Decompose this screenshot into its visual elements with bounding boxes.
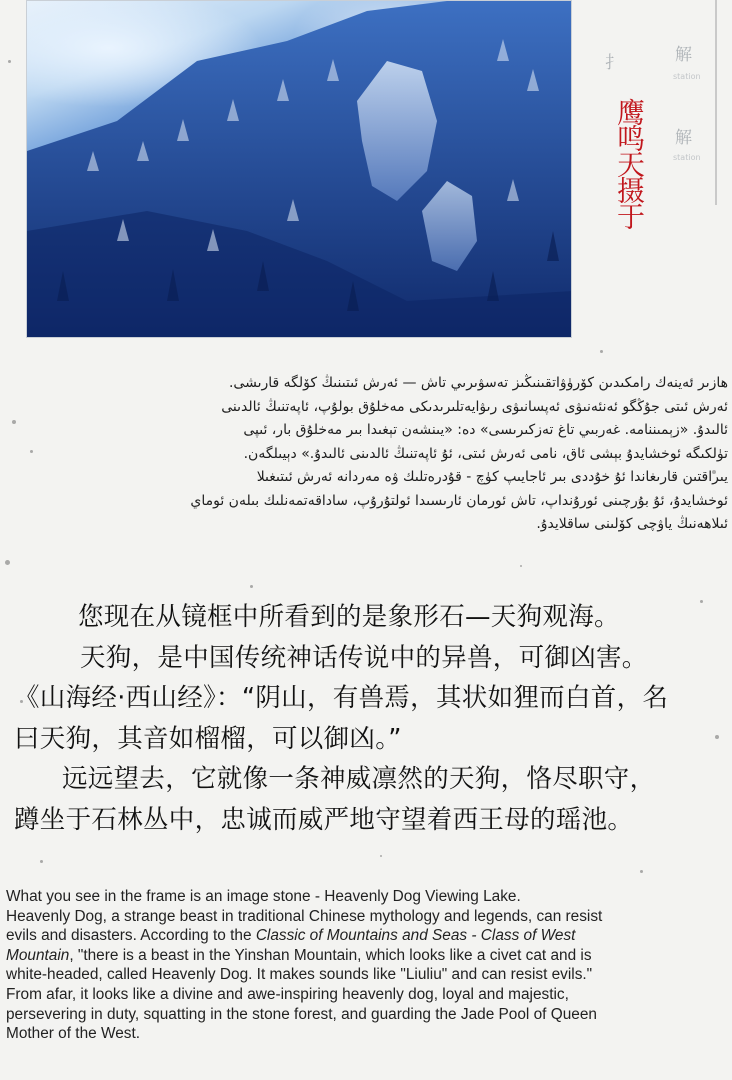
chinese-text	[14, 597, 724, 840]
english-line: Mother of the West.	[6, 1025, 141, 1043]
chinese-line: 远远望去，它就像一条神威凛然的天狗，恪尽职守，	[62, 764, 656, 794]
english-text-run: evils and disasters. According to the	[6, 927, 256, 945]
chinese-line: 曰天狗，其音如榴榴，可以御凶。”	[14, 723, 402, 754]
side-panel	[575, 0, 732, 340]
english-line: What you see in the frame is an image stone - Heavenly Dog Viewing Lake.	[6, 888, 521, 905]
uyghur-line: ھازىر ئەينەك رامكىدىن كۆرۈۋاتقىنىڭىز تەسۋىرىي تاش — ئەرش ئىتىنىڭ كۆلگە قارىشى.	[228, 375, 728, 391]
english-line: From afar, it looks like a divine and awe-inspiring heavenly dog, loyal and majestic,	[6, 985, 569, 1003]
mountain-photo	[26, 0, 572, 338]
divider-line	[715, 0, 717, 205]
faded-heading-char: 解	[675, 128, 692, 148]
uyghur-text	[42, 372, 728, 537]
uyghur-line: ئىلاھەنىڭ ياۋچى كۆلىنى ساقلايدۇ.	[536, 516, 728, 532]
uyghur-line: ئوخشايدۇ، ئۇ بۇرچىنى ئورۇنداپ، تاش ئورمان ئارىسىدا ئولتۇرۇپ، ساداقەتمەنلىك بىلەن ئوماي	[190, 492, 728, 509]
uyghur-line: تۈلكىگە ئوخشايدۇ بېشى ئاق، نامى ئەرش ئىتى، ئۇ ئاپەتنىڭ ئالدىنى ئالىدۇ.» دېيىلگەن.	[243, 445, 728, 462]
uyghur-line: ئالىدۇ. «زېمىننامە. غەربىي تاغ تەزكىرىسى» دە: «يىنشەن تېغىدا بىر مەخلۇق بار، ئىپى	[243, 422, 728, 438]
english-line	[6, 946, 730, 966]
faded-caption: station	[673, 72, 701, 81]
uyghur-line: ئەرش ئىتى جۇڭگو ئەنئەنىۋى ئەپسانىۋى رىۋايەتلىرىدىكى مەخلۇق بولۇپ، ئاپەتنىڭ ئالدىنى	[221, 398, 728, 415]
english-line	[6, 926, 730, 946]
uyghur-line: يىراقتىن قارىغاندا ئۇ خۇددى بىر ئاجايىپ كۈچ - قۇدرەتلىك ۋە مەردانە ئەرش ئىتىغىلا	[256, 469, 728, 485]
english-line: Heavenly Dog, a strange beast in traditional Chinese mythology and legends, can resist	[6, 907, 603, 925]
chinese-line: 蹲坐于石林丛中，忠诚而威严地守望着西王母的瑶池。	[14, 804, 634, 835]
mountain-illustration	[27, 1, 572, 338]
english-text-run: , "there is a beast in the Yinshan Mountain, which looks like a civet cat and is	[69, 946, 592, 964]
book-title: Classic of Mountains and Seas - Class of West	[255, 927, 576, 945]
book-title: Mountain	[6, 946, 70, 964]
english-text	[6, 887, 730, 1044]
english-line: persevering in duty, squatting in the stone forest, and guarding the Jade Pool of Queen	[6, 1005, 597, 1023]
title-seal: 鹰鸣天摄于	[613, 98, 646, 228]
faded-caption: station	[673, 153, 701, 162]
chinese-line: 您现在从镜框中所看到的是象形石—天狗观海。	[78, 602, 620, 632]
faded-heading-char: 解	[675, 45, 692, 65]
english-line: white-headed, called Heavenly Dog. It makes sounds like "Liuliu" and can resist evils."	[6, 966, 593, 984]
chinese-line: 《山海经·西山经》：“阴山，有兽焉，其状如狸而白首，名	[14, 683, 669, 713]
chinese-line: 天狗，是中国传统神话传说中的异兽，可御凶害。	[80, 642, 648, 673]
faded-heading-char: 扌	[605, 53, 622, 73]
